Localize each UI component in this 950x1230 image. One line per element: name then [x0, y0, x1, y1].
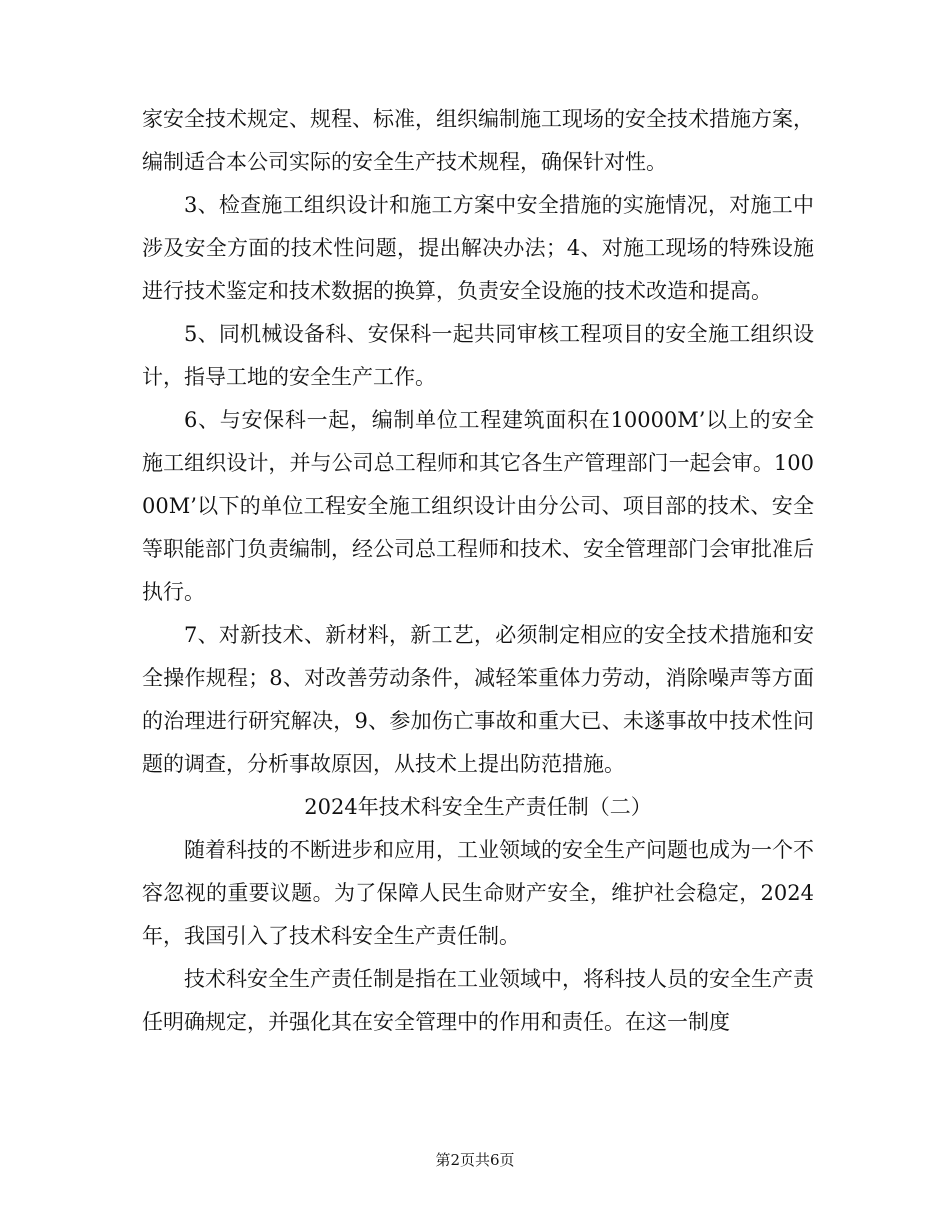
paragraph-intro: 随着科技的不断进步和应用，工业领域的安全生产问题也成为一个不容忽视的重要议题。为了保障人民生命财产安全，维护社会稳定，2024年，我国引入了技术科安全生产责任制。 — [142, 838, 814, 948]
paragraph-definition: 技术科安全生产责任制是指在工业领域中，将科技人员的安全生产责任明确规定，并强化其在安全管理中的作用和责任。在这一制度 — [142, 967, 814, 1034]
paragraph-item-6: 6、与安保科一起，编制单位工程建筑面积在10000M’以上的安全施工组织设计，并与公司总工程师和其它各生产管理部门一起会审。10000M’以下的单位工程安全施工组织设计由分公司、项目部的技术、安全等职能部门负责编制，经公司总工程师和技术、安全管理部门会审批准后执行。 — [142, 408, 814, 604]
paragraph-item-3-4: 3、检查施工组织设计和施工方案中安全措施的实施情况，对施工中涉及安全方面的技术性问题，提出解决办法；4、对施工现场的特殊设施进行技术鉴定和技术数据的换算，负责安全设施的技术改造和提高。 — [142, 193, 814, 303]
page-number-footer: 第2页共6页 — [435, 1151, 515, 1169]
paragraph-item-7-9: 7、对新技术、新材料，新工艺，必须制定相应的安全技术措施和安全操作规程；8、对改善劳动条件，减轻笨重体力劳动，消除噪声等方面的治理进行研究解决，9、参加伤亡事故和重大已、未遂事故中技术性问题的调查，分析事故原因，从技术上提出防范措施。 — [142, 623, 814, 776]
paragraph-item-5: 5、同机械设备科、安保科一起共同审核工程项目的安全施工组织设计，指导工地的安全生产工作。 — [142, 322, 814, 389]
paragraph-continuation: 家安全技术规定、规程、标准，组织编制施工现场的安全技术措施方案，编制适合本公司实际的安全生产技术规程，确保针对性。 — [142, 107, 814, 174]
section-title: 2024年技术科安全生产责任制（二） — [304, 795, 652, 819]
document-body — [142, 98, 814, 1044]
